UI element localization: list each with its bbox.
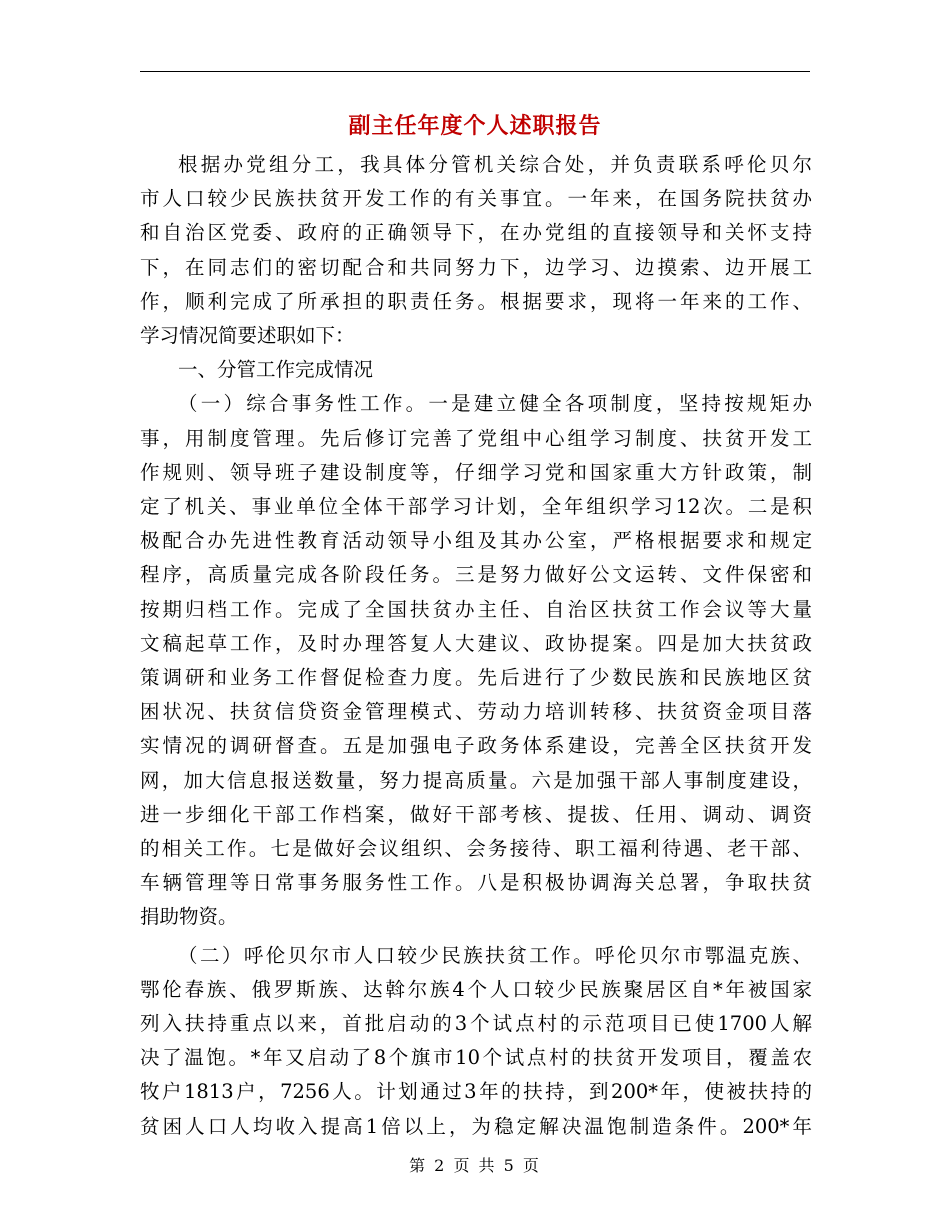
body-line: 策调研和业务工作督促检查力度。先后进行了少数民族和民族地区贫	[140, 666, 812, 690]
body-line: 定了机关、事业单位全体干部学习计划，全年组织学习12次。二是积	[140, 495, 812, 519]
body-line: 市人口较少民族扶贫开发工作的有关事宜。一年来，在国务院扶贫办	[140, 187, 812, 211]
body-line: （二）呼伦贝尔市人口较少民族扶贫工作。呼伦贝尔市鄂温克族、	[178, 943, 812, 967]
body-line: （一）综合事务性工作。一是建立健全各项制度，坚持按规矩办	[178, 392, 812, 416]
page-number-footer: 第 2 页 共 5 页	[409, 1156, 541, 1175]
body-line: 实情况的调研督查。五是加强电子政务体系建设，完善全区扶贫开发	[140, 734, 812, 758]
body-line: 极配合办先进性教育活动领导小组及其办公室，严格根据要求和规定	[140, 529, 812, 553]
body-line: 的相关工作。七是做好会议组织、会务接待、职工福利待遇、老干部、	[140, 837, 812, 861]
body-line: 困状况、扶贫信贷资金管理模式、劳动力培训转移、扶贫资金项目落	[140, 700, 812, 724]
body-line: 按期归档工作。完成了全国扶贫办主任、自治区扶贫工作会议等大量	[140, 597, 812, 621]
body-line: 作，顺利完成了所承担的职责任务。根据要求，现将一年来的工作、	[140, 289, 812, 313]
body-line: 文稿起草工作，及时办理答复人大建议、政协提案。四是加大扶贫政	[140, 631, 812, 655]
document-body	[140, 148, 812, 1144]
body-line: 决了温饱。*年又启动了8个旗市10个试点村的扶贫开发项目，覆盖农	[140, 1046, 812, 1070]
body-line: 列入扶持重点以来，首批启动的3个试点村的示范项目已使1700人解	[140, 1012, 812, 1036]
body-line: 网，加大信息报送数量，努力提高质量。六是加强干部人事制度建设，	[140, 768, 812, 792]
body-line: 鄂伦春族、俄罗斯族、达斡尔族4个人口较少民族聚居区自*年被国家	[140, 977, 812, 1001]
section-heading: 一、分管工作完成情况	[178, 358, 374, 382]
body-line: 根据办党组分工，我具体分管机关综合处，并负责联系呼伦贝尔	[178, 153, 812, 176]
body-line: 捐助物资。	[140, 905, 238, 929]
body-line: 事，用制度管理。先后修订完善了党组中心组学习制度、扶贫开发工	[140, 426, 812, 450]
body-line: 和自治区党委、政府的正确领导下，在办党组的直接领导和关怀支持	[140, 221, 812, 245]
body-line: 牧户1813户，7256人。计划通过3年的扶持，到200*年，使被扶持的	[140, 1080, 812, 1104]
header-rule	[140, 71, 810, 72]
body-line: 进一步细化干部工作档案，做好干部考核、提拔、任用、调动、调资	[140, 802, 812, 826]
body-line: 作规则、领导班子建设制度等，仔细学习党和国家重大方针政策，制	[140, 460, 812, 484]
body-line: 程序，高质量完成各阶段任务。三是努力做好公文运转、文件保密和	[140, 563, 812, 587]
body-line: 车辆管理等日常事务服务性工作。八是积极协调海关总署，争取扶贫	[140, 871, 812, 895]
body-line: 贫困人口人均收入提高1倍以上，为稳定解决温饱制造条件。200*年	[140, 1114, 812, 1138]
body-line: 下，在同志们的密切配合和共同努力下，边学习、边摸索、边开展工	[140, 255, 812, 279]
body-line: 学习情况简要述职如下：	[140, 324, 355, 348]
document-title: 副主任年度个人述职报告	[348, 113, 602, 139]
